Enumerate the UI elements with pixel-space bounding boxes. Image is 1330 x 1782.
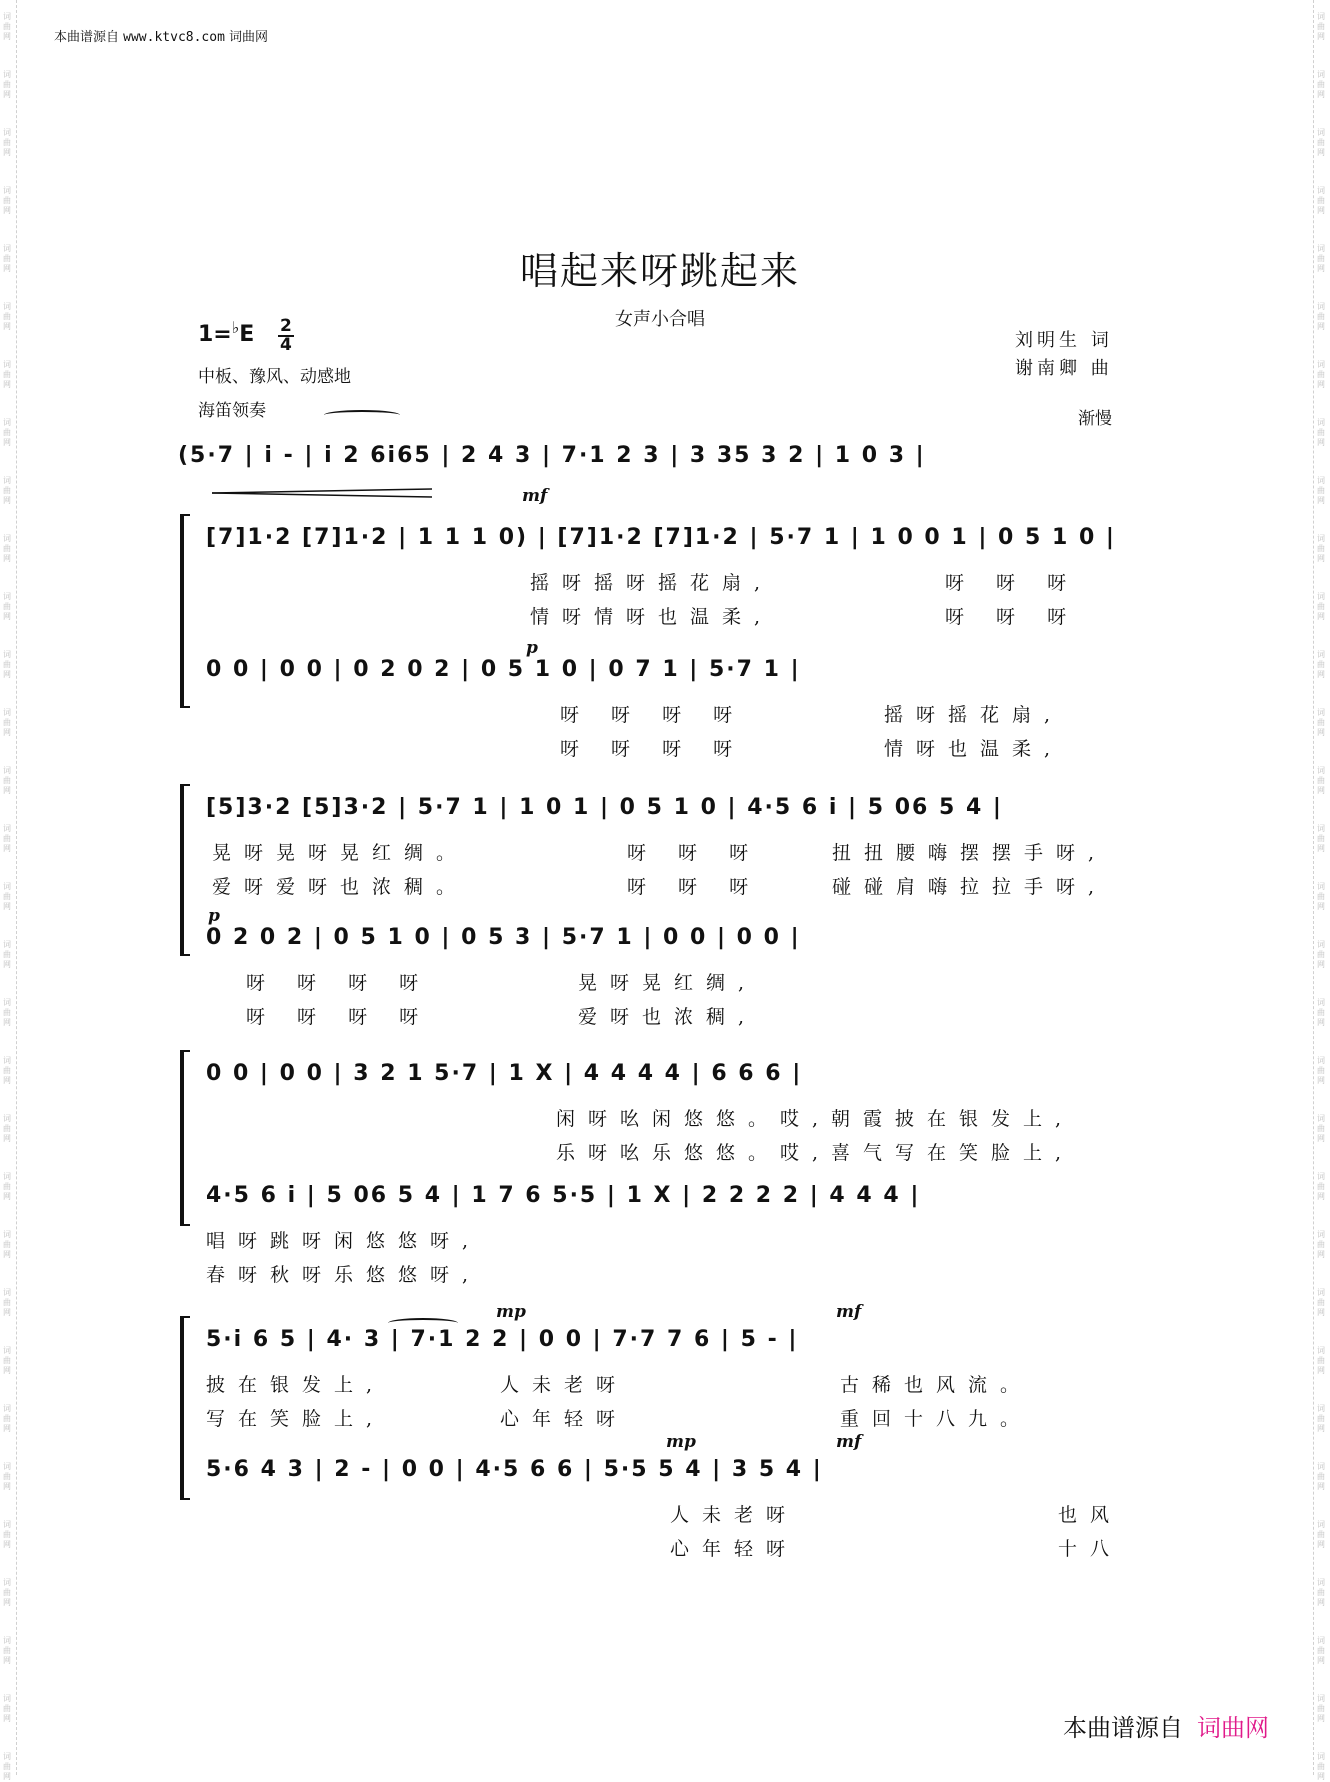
watermark-mark: 词 曲 网 xyxy=(1317,766,1325,795)
lyric-alto-verse1: 呀 呀 呀 呀 xyxy=(246,972,432,994)
watermark-mark: 词 曲 网 xyxy=(1317,128,1325,157)
watermark-mark: 词 曲 网 xyxy=(1317,302,1325,331)
lyric-alto-verse1: 摇呀摇花扇, xyxy=(884,704,1064,726)
lyric-alto-verse2: 春呀秋呀乐悠悠呀, xyxy=(206,1264,482,1286)
watermark-mark: 词 曲 网 xyxy=(3,1288,11,1317)
watermark-mark: 词 曲 网 xyxy=(3,1404,11,1433)
watermark-mark: 词 曲 网 xyxy=(1317,882,1325,911)
watermark-mark: 词 曲 网 xyxy=(1317,1288,1325,1317)
system-bracket xyxy=(180,784,190,956)
source-url[interactable]: www.ktvc8.com xyxy=(123,30,225,45)
lyric-alto-verse1: 也风 xyxy=(1058,1504,1123,1526)
ritardando-marking: 渐慢 xyxy=(1078,409,1112,429)
watermark-mark: 词 曲 网 xyxy=(1317,1694,1325,1723)
lyric-verse1: 呀 呀 呀 xyxy=(627,842,762,864)
time-signature xyxy=(278,318,294,354)
alto-notes-line: 0 0 | 0 0 | 0 2 0 2 | 0 5 1 0 | 0 7 1 | 5·7 1 | xyxy=(206,657,801,682)
watermark-mark: 词 曲 网 xyxy=(3,360,11,389)
dynamic-mf: mf xyxy=(522,486,548,506)
watermark-mark: 词 曲 网 xyxy=(1317,940,1325,969)
tempo-marking: 中板、豫风、动感地 xyxy=(198,367,351,387)
lyric-verse2: 碰碰肩嗨拉拉手呀, xyxy=(832,876,1108,898)
watermark-mark: 词 曲 网 xyxy=(1317,12,1325,41)
watermark-mark: 词 曲 网 xyxy=(3,128,11,157)
lyric-verse2: 心年轻呀 xyxy=(500,1408,629,1430)
song-title: 唱起来呀跳起来 xyxy=(519,249,800,293)
lyric-alto-verse1: 唱呀跳呀闲悠悠呀, xyxy=(206,1230,482,1252)
key-signature xyxy=(198,318,254,347)
watermark-mark: 词 曲 网 xyxy=(1317,1578,1325,1607)
watermark-mark: 词 曲 网 xyxy=(1317,534,1325,563)
watermark-mark: 词 曲 网 xyxy=(3,1694,11,1723)
watermark-mark: 词 曲 网 xyxy=(3,186,11,215)
soprano-notes-line: 0 0 | 0 0 | 3 2 1 5·7 | 1 X | 4 4 4 4 | 6 6 6 | xyxy=(206,1061,803,1086)
lyric-verse1: 披在银发上, xyxy=(206,1374,386,1396)
watermark-mark: 词 曲 网 xyxy=(3,1520,11,1549)
watermark-mark: 词 曲 网 xyxy=(1317,1114,1325,1143)
lyric-alto-verse2: 情呀也温柔, xyxy=(884,738,1064,760)
watermark-mark: 词 曲 网 xyxy=(1317,476,1325,505)
lyric-alto-verse2: 呀 呀 呀 呀 xyxy=(560,738,746,760)
lyric-verse2: 重回十八九。 xyxy=(840,1408,1033,1430)
system-bracket xyxy=(180,1050,190,1226)
watermark-mark: 词 曲 网 xyxy=(1317,418,1325,447)
soprano-notes-line: [5]3·2 [5]3·2 | 5·7 1 | 1 0 1 | 0 5 1 0 | 4·5 6 i | 5 06 5 4 | xyxy=(206,795,1003,820)
watermark-mark: 词 曲 网 xyxy=(1317,1520,1325,1549)
watermark-mark: 词 曲 网 xyxy=(3,1230,11,1259)
lyric-verse2: 呀 呀 呀 xyxy=(945,606,1080,628)
system-bracket xyxy=(180,1316,190,1500)
watermark-mark: 词 曲 网 xyxy=(1317,186,1325,215)
lyricist-credit: 刘明生 词 xyxy=(1015,330,1113,351)
key-prefix: 1= xyxy=(198,322,232,347)
time-signature-bottom: 4 xyxy=(280,335,292,355)
composer-credit: 谢南卿 曲 xyxy=(1015,358,1113,379)
watermark-mark: 词 曲 网 xyxy=(3,766,11,795)
watermark-mark: 词 曲 网 xyxy=(3,940,11,969)
lyric-alto-verse1: 呀 呀 呀 呀 xyxy=(560,704,746,726)
watermark-mark: 词 曲 网 xyxy=(3,534,11,563)
watermark-mark: 词 曲 网 xyxy=(3,824,11,853)
watermark-mark: 词 曲 网 xyxy=(3,1114,11,1143)
watermark-mark: 词 曲 网 xyxy=(1317,1230,1325,1259)
watermark-mark: 词 曲 网 xyxy=(1317,708,1325,737)
dynamic-p: p xyxy=(208,906,220,926)
watermark-mark: 词 曲 网 xyxy=(3,708,11,737)
dynamic-mf: mf xyxy=(836,1432,862,1452)
alto-notes-line: 0 2 0 2 | 0 5 1 0 | 0 5 3 | 5·7 1 | 0 0 | 0 0 | xyxy=(206,925,801,950)
watermark-mark: 词 曲 网 xyxy=(3,1172,11,1201)
key-note: E xyxy=(239,322,255,347)
soprano-notes-line: 5·i 6 5 | 4· 3 | 7·1 2 2 | 0 0 | 7·7 7 6 | 5 - | xyxy=(206,1327,799,1352)
source-site-name: 词曲网 xyxy=(229,30,269,45)
watermark-mark: 词 曲 网 xyxy=(3,1346,11,1375)
flat-symbol: ♭ xyxy=(231,318,240,337)
lyric-alto-verse2: 心年轻呀 xyxy=(670,1538,799,1560)
watermark-mark: 词 曲 网 xyxy=(3,998,11,1027)
tie-arc xyxy=(324,410,400,420)
watermark-mark: 词 曲 网 xyxy=(3,70,11,99)
watermark-mark: 词 曲 网 xyxy=(3,12,11,41)
watermark-mark: 词 曲 网 xyxy=(3,302,11,331)
lyric-verse2: 乐呀吆乐悠悠。哎,喜气写在笑脸上, xyxy=(556,1142,1075,1164)
watermark-mark: 词 曲 网 xyxy=(3,1056,11,1085)
dynamic-mp: mp xyxy=(666,1432,696,1452)
watermark-mark: 词 曲 网 xyxy=(3,476,11,505)
lyric-verse1: 晃呀晃呀晃红绸。 xyxy=(212,842,469,864)
watermark-mark: 词 曲 网 xyxy=(3,1578,11,1607)
watermark-mark: 词 曲 网 xyxy=(1317,998,1325,1027)
watermark-mark: 词 曲 网 xyxy=(3,592,11,621)
watermark-mark: 词 曲 网 xyxy=(3,1752,11,1781)
dynamic-mf: mf xyxy=(836,1302,862,1322)
lyric-verse2: 爱呀爱呀也浓稠。 xyxy=(212,876,469,898)
lyric-verse1: 扭扭腰嗨摆摆手呀, xyxy=(832,842,1108,864)
footer-prefix: 本曲谱源自 xyxy=(1063,1714,1183,1742)
watermark-mark: 词 曲 网 xyxy=(1317,592,1325,621)
watermark-mark: 词 曲 网 xyxy=(1317,650,1325,679)
source-header xyxy=(54,26,268,45)
watermark-mark: 词 曲 网 xyxy=(1317,244,1325,273)
dynamic-mp: mp xyxy=(496,1302,526,1322)
intro-notes-line: (5·7 | i - | i 2 6i65 | 2 4 3 | 7·1 2 3 | 3 35 3 2 | 1 0 3 | xyxy=(178,443,926,468)
lyric-verse1: 摇呀摇呀摇花扇, xyxy=(530,572,774,594)
watermark-mark: 词 曲 网 xyxy=(1317,70,1325,99)
watermark-mark: 词 曲 网 xyxy=(3,1636,11,1665)
watermark-mark: 词 曲 网 xyxy=(1317,1752,1325,1781)
watermark-mark: 词 曲 网 xyxy=(1317,1056,1325,1085)
decrescendo-mark xyxy=(212,488,432,498)
soprano-notes-line: [7]1·2 [7]1·2 | 1 1 1 0) | [7]1·2 [7]1·2 | 5·7 1 | 1 0 0 1 | 0 5 1 0 | xyxy=(206,525,1116,550)
source-prefix: 本曲谱源自 xyxy=(54,30,120,45)
watermark-mark: 词 曲 网 xyxy=(1317,1636,1325,1665)
alto-notes-line: 5·6 4 3 | 2 - | 0 0 | 4·5 6 6 | 5·5 5 4 | 3 5 4 | xyxy=(206,1457,823,1482)
watermark-mark: 词 曲 网 xyxy=(3,882,11,911)
watermark-mark: 词 曲 网 xyxy=(1317,1462,1325,1491)
watermark-mark: 词 曲 网 xyxy=(1317,360,1325,389)
alto-notes-line: 4·5 6 i | 5 06 5 4 | 1 7 6 5·5 | 1 X | 2 2 2 2 | 4 4 4 | xyxy=(206,1183,921,1208)
lyric-verse2: 情呀情呀也温柔, xyxy=(530,606,774,628)
system-bracket xyxy=(180,514,190,708)
lyric-verse1: 人未老呀 xyxy=(500,1374,629,1396)
lyric-verse1: 古稀也风流。 xyxy=(840,1374,1033,1396)
watermark-mark: 词 曲 网 xyxy=(1317,1346,1325,1375)
watermark-mark: 词 曲 网 xyxy=(3,650,11,679)
watermark-mark: 词 曲 网 xyxy=(3,418,11,447)
lyric-alto-verse2: 爱呀也浓稠, xyxy=(578,1006,758,1028)
lyric-alto-verse1: 人未老呀 xyxy=(670,1504,799,1526)
lyric-verse1: 呀 呀 呀 xyxy=(945,572,1080,594)
song-subtitle: 女声小合唱 xyxy=(615,309,705,330)
watermark-mark: 词 曲 网 xyxy=(1317,824,1325,853)
dynamic-p: p xyxy=(526,638,538,658)
lyric-alto-verse2: 呀 呀 呀 呀 xyxy=(246,1006,432,1028)
lyric-alto-verse2: 十八 xyxy=(1058,1538,1123,1560)
time-signature-top: 2 xyxy=(280,316,292,336)
lyric-verse1: 闲呀吆闲悠悠。哎,朝霞披在银发上, xyxy=(556,1108,1075,1130)
intro-label: 海笛领奏 xyxy=(198,401,266,421)
watermark-mark: 词 曲 网 xyxy=(3,1462,11,1491)
lyric-alto-verse1: 晃呀晃红绸, xyxy=(578,972,758,994)
lyric-verse2: 呀 呀 呀 xyxy=(627,876,762,898)
footer-brand-link[interactable]: 词曲网 xyxy=(1197,1714,1269,1742)
lyric-verse2: 写在笑脸上, xyxy=(206,1408,386,1430)
watermark-mark: 词 曲 网 xyxy=(1317,1404,1325,1433)
footer-source xyxy=(1063,1708,1269,1743)
watermark-mark: 词 曲 网 xyxy=(3,244,11,273)
watermark-mark: 词 曲 网 xyxy=(1317,1172,1325,1201)
